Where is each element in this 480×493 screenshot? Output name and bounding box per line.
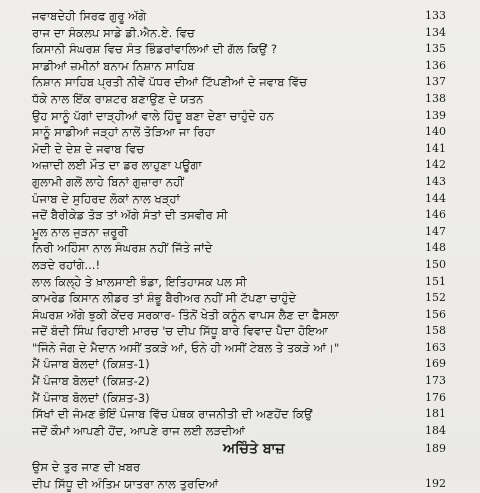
toc-entry-page: 138: [425, 91, 446, 105]
toc-entry-title: ਮੈਂ ਪੰਜਾਬ ਬੋਲਦਾਂ (ਕਿਸ਼ਤ-2): [32, 374, 150, 389]
toc-entry: [18, 274, 472, 291]
toc-entry-page: 137: [425, 75, 446, 89]
toc-entry: [18, 207, 472, 224]
toc-entry: [18, 307, 472, 324]
toc-entry-page: 152: [425, 291, 446, 305]
toc-entry-page: 141: [425, 141, 446, 155]
toc-entry-title: ਮੈਂ ਪੰਜਾਬ ਬੋਲਦਾਂ (ਕਿਸ਼ਤ-1): [32, 357, 150, 372]
toc-entry: [18, 58, 472, 75]
toc-entry: [18, 108, 472, 125]
toc-entry-page: 151: [425, 274, 446, 288]
toc-entry: [18, 390, 472, 407]
toc-entry-title: ਜਦੋਂ ਕੌਮਾਂ ਆਪਣੀ ਹੋਂਦ, ਆਪਣੇ ਰਾਜ ਲਈ ਲੜਦੀਆਂ: [32, 423, 246, 438]
toc-entry-page: 146: [425, 208, 446, 222]
toc-entry-title: ਸੰਘਰਸ਼ ਅੱਗੇ ਝੁਕੀ ਕੇਂਦਰ ਸਰਕਾਰ- ਤਿੰਨੋਂ ਖੇਤੀ ਕਨੂੰਨ ਵਾਪਸ ਲੈਣ ਦਾ ਫੈਸਲਾ: [32, 307, 339, 322]
toc-entry-page: 142: [425, 158, 446, 172]
toc-entry-page: 184: [425, 423, 446, 437]
toc-entry-page: 163: [425, 340, 446, 354]
toc-entry-title: ਉਸ ਦੇ ਤੁਰ ਜਾਣ ਦੀ ਖ਼ਬਰ: [32, 460, 141, 475]
toc-entry-page: 192: [425, 477, 446, 491]
toc-entry-page: 133: [425, 9, 446, 22]
toc-entry: [18, 459, 472, 476]
toc-entry-page: 144: [425, 191, 446, 205]
toc-entry-page: 150: [425, 257, 446, 271]
section-heading: ਅਚਿੰਤੇ ਬਾਜ਼: [223, 441, 285, 458]
toc-entry: [18, 141, 472, 158]
toc-entry: [18, 356, 472, 373]
toc-entry: [18, 224, 472, 241]
toc-entry-title: ਪੰਜਾਬ ਦੇ ਸੁਹਿਰਦ ਲੋਕਾਂ ਨਾਲ ਖੜ੍ਹਾਂ: [32, 191, 180, 206]
toc-entry-page: 134: [425, 25, 446, 39]
toc-entry: [18, 8, 472, 25]
toc-entry-title: ਸਿੱਖਾਂ ਦੀ ਜੰਮਣ ਭੋਇੰ ਪੰਜਾਬ ਵਿੱਚ ਪੰਥਕ ਰਾਜਨੀਤੀ ਦੀ ਅਣਹੋਂਦ ਕਿਉਂ: [32, 407, 313, 422]
toc-entry-page: 181: [425, 407, 446, 421]
toc-entry-title: ਲੜਦੇ ਰਹਾਂਗੇ...!: [32, 257, 101, 272]
toc-entry-title: ਨਿਸ਼ਾਨ ਸਾਹਿਬ ਪ੍ਰਤੀ ਨੀਵੇਂ ਪੱਧਰ ਦੀਆਂ ਟਿੱਪਣੀਆਂ ਦੇ ਜਵਾਬ ਵਿੱਚ: [32, 75, 308, 90]
toc-entry-title: ਧੱਕੇ ਨਾਲ ਇੱਕ ਰਾਸ਼ਟਰ ਬਣਾਉਣ ਦੇ ਯਤਨ: [32, 91, 204, 106]
toc-entry-title: ਲਾਲ ਕਿਲ੍ਹੇ ਤੇ ਖ਼ਾਲਸਾਈ ਝੰਡਾ, ਇਤਿਹਾਸਕ ਪਲ ਸੀ: [32, 274, 247, 289]
toc-entry-title: ਮੋਦੀ ਦੇ ਦੇਸ਼ ਦੇ ਜਵਾਬ ਵਿਚ: [32, 141, 145, 156]
toc-entry-page: 173: [425, 374, 446, 388]
toc-entry-title: "ਜਿੰਨੇ ਜੋਗ ਦੇ ਮੈਦਾਨ ਅਸੀਂ ਤਕੜੇ ਆਂ, ਓਨੇ ਹੀ ਅਸੀਂ ਟੇਬਲ ਤੇ ਤਕੜੇ ਆਂ।": [32, 340, 340, 355]
toc-entry: [18, 406, 472, 423]
toc-entry-page: 169: [425, 357, 446, 371]
toc-entry: [18, 25, 472, 42]
toc-entry: [18, 257, 472, 274]
toc-entry: [18, 124, 472, 141]
toc-entry-page: 147: [425, 224, 446, 238]
toc-entry-page: 135: [425, 42, 446, 56]
toc-entry: [18, 240, 472, 257]
toc-entry-title: ਮੈਂ ਪੰਜਾਬ ਬੋਲਦਾਂ (ਕਿਸ਼ਤ-3): [32, 390, 150, 405]
toc-entry: [18, 340, 472, 357]
toc-entry: [18, 423, 472, 440]
toc-entry-page: 148: [425, 241, 446, 255]
toc-entry-title: ਸਾਨੂੰ ਸਾਡੀਆਂ ਜੜ੍ਹਾਂ ਨਾਲੋਂ ਤੋੜਿਆ ਜਾ ਰਿਹਾ: [32, 125, 215, 140]
toc-entry-title: ਜਦੋਂ ਬੰਦੀ ਸਿੰਘ ਰਿਹਾਈ ਮਾਰਚ 'ਚ ਦੀਪ ਸਿੱਧੂ ਬਾਰੇ ਵਿਵਾਦ ਪੈਦਾ ਹੋਇਆ: [32, 324, 328, 339]
toc-entry-title: ਗੁਲਾਮੀ ਗਲੋਂ ਲਾਹੇ ਬਿਨਾਂ ਗੁਜ਼ਾਰਾ ਨਹੀਂ: [32, 174, 184, 189]
toc-entry: [18, 290, 472, 307]
toc-entry-title: ਮੂਲ ਨਾਲ ਜੁੜਨਾ ਜ਼ਰੂਰੀ: [32, 224, 129, 239]
toc-entry-title: ਕਿਸਾਨੀ ਸੰਘਰਸ਼ ਵਿਚ ਸੰਤ ਭਿੰਡਰਾਂਵਾਲਿਆਂ ਦੀ ਗੱਲ ਕਿਉਂ ?: [32, 42, 277, 57]
toc-entry: [18, 373, 472, 390]
toc-entry-page: 156: [425, 307, 446, 321]
toc-entry-page: 143: [425, 174, 446, 188]
toc-entry-title: ਉਹ ਸਾਨੂੰ ਪੱਗਾਂ ਦਾੜ੍ਹੀਆਂ ਵਾਲੇ ਹਿੰਦੂ ਬਣਾ ਦੇਣਾ ਚਾਹੁੰਦੇ ਹਨ: [32, 108, 274, 123]
toc-entry: [18, 41, 472, 58]
toc-entry: [18, 323, 472, 340]
toc-entry-title: ਸਾਡੀਆਂ ਜ਼ਮੀਨਾਂ ਬਨਾਮ ਨਿਸ਼ਾਨ ਸਾਹਿਬ: [32, 58, 195, 73]
toc-entry: [18, 476, 472, 493]
toc-entry: [18, 191, 472, 208]
toc-entry-title: ਦੀਪ ਸਿੱਧੂ ਦੀ ਅੰਤਿਮ ਯਾਤਰਾ ਨਾਲ ਤੁਰਦਿਆਂ: [32, 477, 219, 492]
toc-entry-title: ਜਦੋਂ ਬੈਰੀਕੇਡ ਤੋੜ ਤਾਂ ਅੱਗੇ ਸੰਤਾਂ ਦੀ ਤਸਵੀਰ ਸੀ: [32, 208, 228, 223]
table-of-contents: [18, 8, 472, 493]
toc-entry-page: 176: [425, 390, 446, 404]
toc-entry: [18, 74, 472, 91]
toc-entry-page: 139: [425, 108, 446, 122]
toc-section: [18, 439, 472, 459]
toc-entry: [18, 157, 472, 174]
toc-entry-title: ਨਿਰੀ ਅਹਿੰਸਾ ਨਾਲ ਸੰਘਰਸ਼ ਨਹੀਂ ਜਿੱਤੇ ਜਾਂਦੇ: [32, 241, 213, 256]
toc-entry-page: 136: [425, 58, 446, 72]
toc-entry-title: ਜਵਾਬਦੇਹੀ ਸਿਰਫ ਗੁਰੂ ਅੱਗੇ: [32, 9, 147, 23]
toc-entry-title: ਰਾਜ ਦਾ ਸੰਕਲਪ ਸਾਡੇ ਡੀ.ਐਨ.ਏ. ਵਿਚ: [32, 25, 195, 40]
toc-entry-title: ਕਾਮਰੇਡ ਕਿਸਾਨ ਲੀਡਰ ਤਾਂ ਸ਼ੰਭੂ ਬੈਰੀਅਰ ਨਹੀਂ ਸੀ ਟੱਪਣਾ ਚਾਹੁੰਦੇ: [32, 291, 297, 306]
toc-entry: [18, 91, 472, 108]
toc-entry-page: 158: [425, 324, 446, 338]
toc-entry-page: 140: [425, 125, 446, 139]
toc-entry: [18, 174, 472, 191]
toc-entry-title: ਅਜ਼ਾਦੀ ਲਈ ਮੌਤ ਦਾ ਡਰ ਲਾਹੁਣਾ ਪਊਗਾ: [32, 158, 202, 173]
section-page: 189: [425, 442, 446, 456]
